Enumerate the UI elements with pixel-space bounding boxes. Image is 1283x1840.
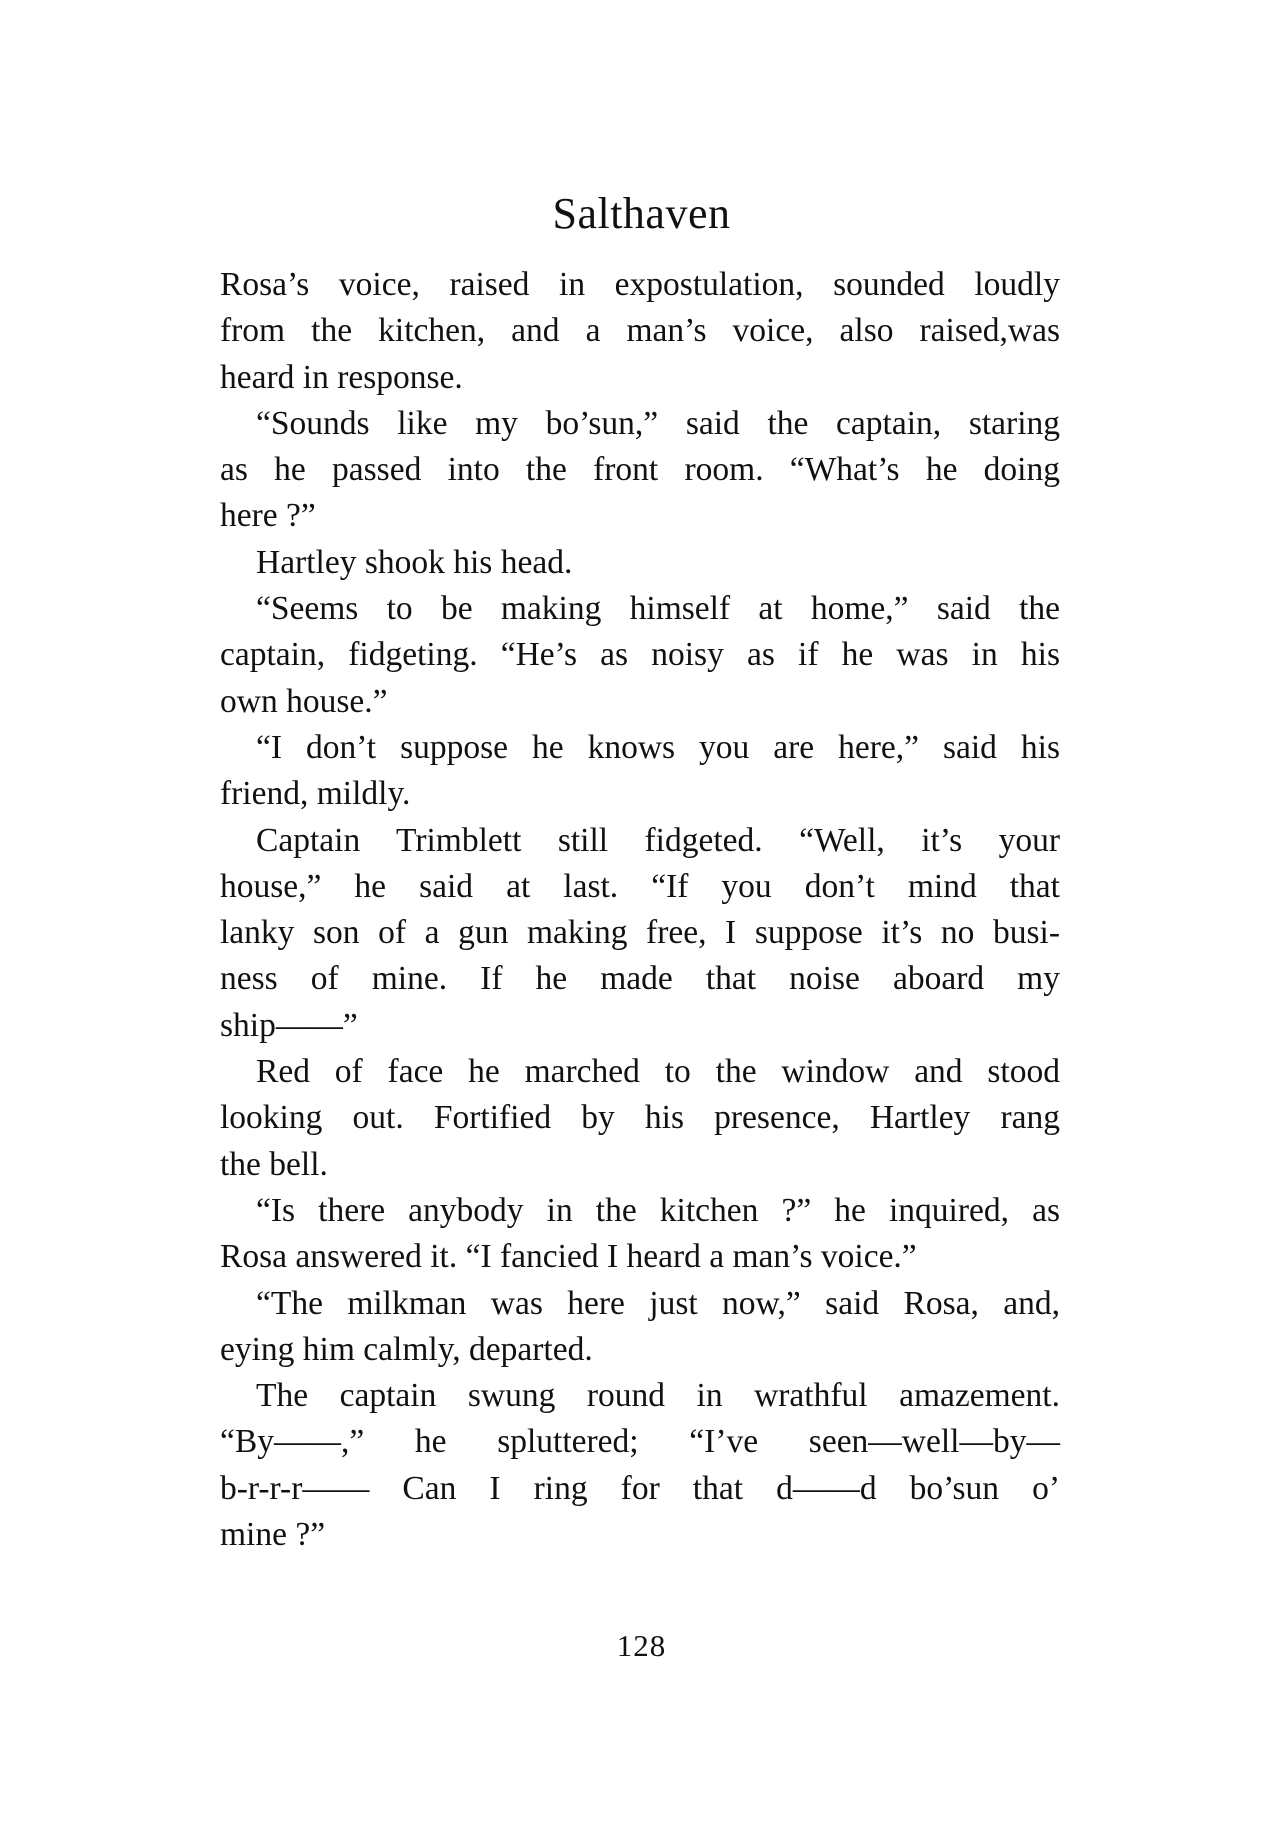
text-line: The captain swung round in wrathful amazement. bbox=[256, 1377, 1060, 1415]
text-line: ness of mine. If he made that noise aboard my bbox=[220, 960, 1060, 998]
text-line: from the kitchen, and a man’s voice, also raised,was bbox=[220, 312, 1060, 350]
text-line: “I don’t suppose he knows you are here,” said his bbox=[256, 728, 1060, 766]
text-line: friend, mildly. bbox=[220, 775, 411, 813]
text-line: Rosa’s voice, raised in expostulation, sounded loudly bbox=[220, 266, 1060, 303]
text-line: Hartley shook his head. bbox=[256, 543, 573, 581]
text-line: Rosa answered it. “I fancied I heard a man’s voice.” bbox=[220, 1238, 917, 1276]
text-line: ship——” bbox=[220, 1006, 358, 1044]
text-line: here ?” bbox=[220, 497, 316, 535]
text-line: “Seems to be making himself at home,” said the bbox=[256, 590, 1060, 628]
text-line: heard in response. bbox=[220, 358, 463, 396]
text-line: “Is there anybody in the kitchen ?” he inquired, as bbox=[256, 1191, 1060, 1229]
text-line: lanky son of a gun making free, I suppose it’s no busi- bbox=[220, 914, 1060, 952]
text-line: eying him calmly, departed. bbox=[220, 1330, 593, 1368]
text-line: b-r-r-r—— Can I ring for that d——d bo’sun o’ bbox=[220, 1469, 1060, 1507]
text-line: as he passed into the front room. “What’s he doing bbox=[220, 451, 1060, 489]
text-line: own house.” bbox=[220, 682, 388, 720]
text-line: “The milkman was here just now,” said Rosa, and, bbox=[256, 1284, 1060, 1322]
text-line: looking out. Fortified by his presence, Hartley rang bbox=[220, 1099, 1060, 1137]
text-line: Captain Trimblett still fidgeted. “Well, it’s your bbox=[256, 821, 1060, 859]
text-line: the bell. bbox=[220, 1145, 328, 1183]
running-head: Salthaven bbox=[552, 189, 731, 238]
text-line: captain, fidgeting. “He’s as noisy as if he was in his bbox=[220, 636, 1060, 674]
text-line: “Sounds like my bo’sun,” said the captain, staring bbox=[256, 404, 1060, 442]
text-line: house,” he said at last. “If you don’t mind that bbox=[220, 867, 1060, 905]
body-text bbox=[220, 262, 1060, 1558]
page-number: 128 bbox=[616, 1628, 667, 1663]
text-line: Red of face he marched to the window and stood bbox=[256, 1053, 1060, 1091]
text-line: “By——,” he spluttered; “I’ve seen—well—by— bbox=[220, 1423, 1060, 1461]
text-line: mine ?” bbox=[220, 1516, 326, 1554]
